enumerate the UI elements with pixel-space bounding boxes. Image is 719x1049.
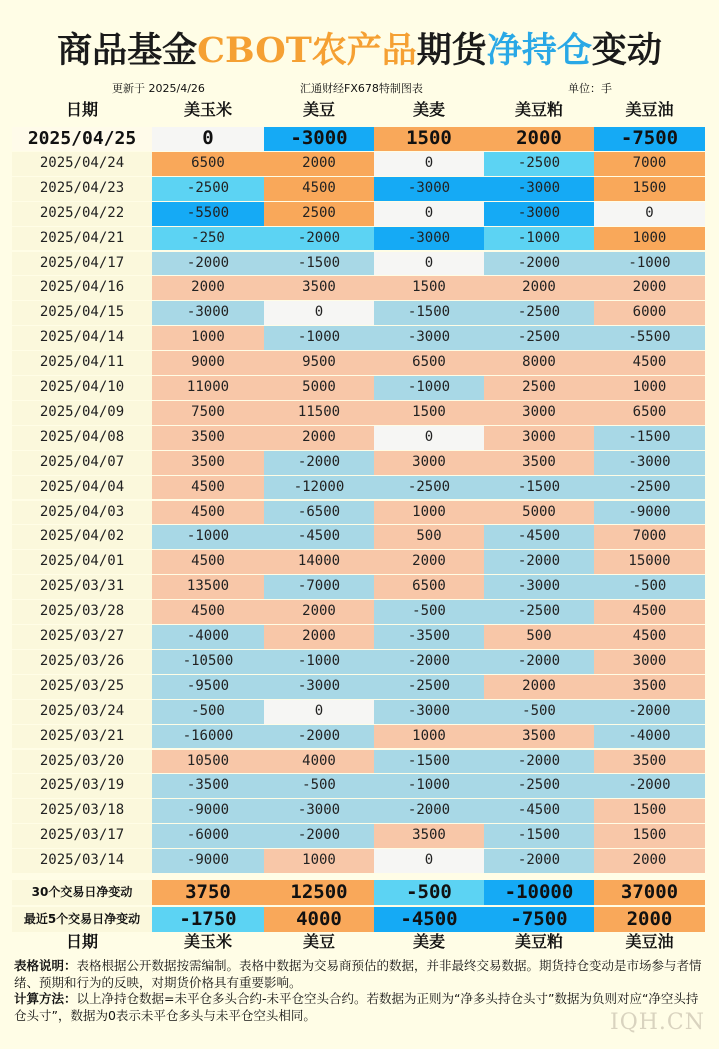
date-cell: 2025/04/22 (12, 202, 152, 226)
data-cell: 1000 (594, 227, 705, 251)
footer-header-col-4: 美豆油 (625, 932, 674, 951)
date-cell: 2025/03/18 (12, 799, 152, 823)
data-cell: -2500 (374, 675, 484, 699)
data-cell: 11000 (152, 376, 264, 400)
date-cell: 2025/03/19 (12, 774, 152, 798)
data-cell: 4500 (594, 351, 705, 375)
data-cell: -3500 (374, 625, 484, 649)
data-cell: -2000 (484, 849, 594, 873)
data-cell: 2000 (594, 849, 705, 873)
data-cell: 6500 (374, 351, 484, 375)
footer-header-col-1: 美豆 (302, 932, 335, 951)
data-cell: 1000 (152, 326, 264, 350)
header-col-3: 美豆粕 (514, 100, 563, 119)
data-cell: 3500 (152, 451, 264, 475)
data-cell: -9500 (152, 675, 264, 699)
footer-header-col-2: 美麦 (412, 932, 445, 951)
table-notes (14, 958, 704, 1024)
data-cell: 9500 (264, 351, 374, 375)
data-cell: -2000 (264, 451, 374, 475)
data-cell: 2000 (484, 276, 594, 300)
date-cell: 2025/03/17 (12, 824, 152, 848)
data-cell: 6000 (594, 301, 705, 325)
date-cell: 2025/03/20 (12, 750, 152, 774)
data-cell: 500 (484, 625, 594, 649)
date-cell: 2025/03/24 (12, 700, 152, 724)
data-cell: -9000 (594, 501, 705, 525)
data-cell: 2000 (264, 152, 374, 176)
date-cell: 2025/03/21 (12, 725, 152, 749)
data-cell: 3000 (484, 426, 594, 450)
data-cell: -1500 (374, 301, 484, 325)
date-cell: 2025/04/11 (12, 351, 152, 375)
notes-label-2: 计算方法： (14, 991, 77, 1006)
data-cell: -3500 (152, 774, 264, 798)
data-cell: -1000 (264, 326, 374, 350)
data-cell: 1000 (594, 376, 705, 400)
data-cell: 2000 (264, 625, 374, 649)
data-cell: 0 (374, 252, 484, 276)
data-cell: 0 (594, 202, 705, 226)
data-cell: -2000 (264, 824, 374, 848)
data-cell: -2000 (484, 550, 594, 574)
notes-label-1: 表格说明： (14, 958, 77, 973)
data-cell: -2000 (264, 227, 374, 251)
data-cell: -1000 (152, 525, 264, 549)
data-cell: 2000 (152, 276, 264, 300)
data-cell: 2000 (264, 600, 374, 624)
data-cell: 0 (264, 700, 374, 724)
date-cell: 2025/04/15 (12, 301, 152, 325)
header-col-2: 美麦 (412, 100, 445, 119)
data-cell: 1000 (264, 849, 374, 873)
data-cell: -2500 (374, 476, 484, 500)
summary-cell: -1750 (152, 907, 264, 932)
date-cell: 2025/04/10 (12, 376, 152, 400)
data-cell: -4000 (594, 725, 705, 749)
data-cell: -2500 (484, 301, 594, 325)
date-cell: 2025/04/01 (12, 550, 152, 574)
data-cell: -2500 (152, 177, 264, 201)
date-cell: 2025/03/14 (12, 849, 152, 873)
data-cell: -1500 (264, 252, 374, 276)
data-cell: 1500 (374, 127, 484, 151)
data-cell: -7500 (594, 127, 705, 151)
footer-header-col-3: 美豆粕 (514, 932, 563, 951)
date-cell: 2025/04/02 (12, 525, 152, 549)
date-cell: 2025/03/25 (12, 675, 152, 699)
date-cell: 2025/04/14 (12, 326, 152, 350)
notes-text-1: 表格根据公开数据按需编制。表格中数据为交易商预估的数据，并非最终交易数据。期货持仓变动是市场参与者情绪、预期和行为的反映，对期货价格具有重要影响。 (14, 958, 702, 990)
data-cell: 3000 (484, 401, 594, 425)
data-cell: 3500 (594, 675, 705, 699)
summary-label: 最近5个交易日净变动 (12, 907, 152, 932)
date-cell: 2025/04/04 (12, 476, 152, 500)
notes-text-2: 以上净持仓数据=未平仓多头合约-未平仓空头合约。若数据为正则为“净多头持仓头寸”数据为负则对应“净空头持仓头寸”，数据为0表示未平仓多头与未平仓空头相同。 (14, 991, 699, 1023)
data-cell: 1500 (594, 177, 705, 201)
data-cell: 11500 (264, 401, 374, 425)
data-cell: -2500 (594, 476, 705, 500)
data-cell: -2000 (484, 750, 594, 774)
data-cell: 4500 (594, 625, 705, 649)
data-cell: 3500 (374, 824, 484, 848)
data-cell: -2000 (374, 650, 484, 674)
data-cell: 2500 (264, 202, 374, 226)
data-cell: -3000 (264, 675, 374, 699)
date-cell: 2025/03/26 (12, 650, 152, 674)
data-cell: 3500 (152, 426, 264, 450)
data-cell: 6500 (152, 152, 264, 176)
date-cell: 2025/03/27 (12, 625, 152, 649)
data-cell: 3000 (374, 451, 484, 475)
date-cell: 2025/04/17 (12, 252, 152, 276)
data-cell: -2000 (264, 725, 374, 749)
data-cell: -6000 (152, 824, 264, 848)
data-cell: 2500 (484, 376, 594, 400)
data-cell: 0 (374, 152, 484, 176)
header-col-4: 美豆油 (625, 100, 674, 119)
data-cell: -500 (264, 774, 374, 798)
data-cell: -2000 (594, 700, 705, 724)
data-cell: 4500 (152, 501, 264, 525)
data-cell: 0 (374, 202, 484, 226)
date-cell: 2025/03/31 (12, 575, 152, 599)
data-cell: -3000 (374, 700, 484, 724)
data-cell: -1000 (374, 376, 484, 400)
data-cell: 14000 (264, 550, 374, 574)
data-cell: -3000 (484, 202, 594, 226)
data-cell: -4500 (264, 525, 374, 549)
summary-cell: 4000 (264, 907, 374, 932)
data-cell: 4500 (152, 600, 264, 624)
data-cell: -3000 (152, 301, 264, 325)
data-cell: -9000 (152, 799, 264, 823)
data-cell: -2000 (484, 252, 594, 276)
data-cell: 10500 (152, 750, 264, 774)
data-cell: 9000 (152, 351, 264, 375)
data-cell: 4500 (152, 550, 264, 574)
data-cell: 3500 (484, 725, 594, 749)
data-cell: 5000 (264, 376, 374, 400)
data-cell: -6500 (264, 501, 374, 525)
data-cell: 2000 (374, 550, 484, 574)
data-cell: 3500 (594, 750, 705, 774)
data-cell: -3000 (374, 227, 484, 251)
summary-cell: 12500 (264, 880, 374, 905)
summary-cell: -10000 (484, 880, 594, 905)
update-date: 更新于 2025/4/26 (112, 82, 205, 95)
data-cell: 1000 (374, 501, 484, 525)
data-cell: -5500 (152, 202, 264, 226)
data-cell: 500 (374, 525, 484, 549)
data-cell: 2000 (484, 127, 594, 151)
data-cell: -1500 (594, 426, 705, 450)
data-cell: 15000 (594, 550, 705, 574)
data-cell: -500 (374, 600, 484, 624)
data-cell: 4500 (594, 600, 705, 624)
summary-cell: 3750 (152, 880, 264, 905)
data-cell: 0 (374, 426, 484, 450)
data-cell: -5500 (594, 326, 705, 350)
data-cell: 13500 (152, 575, 264, 599)
date-cell: 2025/04/23 (12, 177, 152, 201)
data-cell: 1500 (594, 824, 705, 848)
data-cell: 7000 (594, 525, 705, 549)
data-cell: 3000 (594, 650, 705, 674)
data-cell: -500 (594, 575, 705, 599)
unit-label: 单位：手 (568, 82, 612, 95)
data-cell: -500 (152, 700, 264, 724)
data-cell: 6500 (374, 575, 484, 599)
summary-cell: -500 (374, 880, 484, 905)
data-cell: 2000 (484, 675, 594, 699)
data-cell: 1000 (374, 725, 484, 749)
header-col-0: 美玉米 (183, 100, 232, 119)
data-cell: 7000 (594, 152, 705, 176)
data-cell: -500 (484, 700, 594, 724)
data-cell: -9000 (152, 849, 264, 873)
footer-header-date: 日期 (65, 932, 98, 951)
data-cell: -3000 (484, 177, 594, 201)
data-cell: -2500 (484, 774, 594, 798)
data-cell: -3000 (374, 326, 484, 350)
data-cell: -2500 (484, 152, 594, 176)
data-cell: -250 (152, 227, 264, 251)
data-cell: -3000 (374, 177, 484, 201)
date-cell: 2025/04/07 (12, 451, 152, 475)
data-cell: -4500 (484, 525, 594, 549)
data-cell: -3000 (264, 799, 374, 823)
data-cell: 0 (152, 127, 264, 151)
page-title: 商品基金CBOT农产品期货净持仓变动 (57, 30, 662, 71)
data-cell: -2500 (484, 600, 594, 624)
data-cell: 8000 (484, 351, 594, 375)
summary-cell: -7500 (484, 907, 594, 932)
date-cell: 2025/04/03 (12, 501, 152, 525)
date-cell: 2025/04/25 (12, 127, 152, 151)
data-cell: -4500 (484, 799, 594, 823)
data-cell: -1000 (484, 227, 594, 251)
data-cell: -3000 (264, 127, 374, 151)
data-cell: -12000 (264, 476, 374, 500)
data-cell: 3500 (264, 276, 374, 300)
data-cell: -2000 (152, 252, 264, 276)
data-cell: -3000 (484, 575, 594, 599)
data-cell: -1500 (484, 476, 594, 500)
date-cell: 2025/04/09 (12, 401, 152, 425)
data-cell: 6500 (594, 401, 705, 425)
date-cell: 2025/04/08 (12, 426, 152, 450)
date-cell: 2025/04/21 (12, 227, 152, 251)
header-date: 日期 (65, 100, 98, 119)
summary-cell: 2000 (594, 907, 705, 932)
data-cell: -4000 (152, 625, 264, 649)
header-col-1: 美豆 (302, 100, 335, 119)
data-cell: -1500 (484, 824, 594, 848)
summary-cell: -4500 (374, 907, 484, 932)
data-cell: 1500 (374, 276, 484, 300)
data-cell: -1500 (374, 750, 484, 774)
data-cell: 1500 (594, 799, 705, 823)
data-cell: -2000 (374, 799, 484, 823)
source-label: 汇通财经FX678特制图表 (300, 82, 423, 95)
data-cell: -16000 (152, 725, 264, 749)
summary-cell: 37000 (594, 880, 705, 905)
data-cell: -7000 (264, 575, 374, 599)
data-cell: -2000 (484, 650, 594, 674)
data-cell: 2000 (264, 426, 374, 450)
data-cell: 0 (264, 301, 374, 325)
data-cell: -3000 (594, 451, 705, 475)
data-cell: 5000 (484, 501, 594, 525)
footer-header-col-0: 美玉米 (183, 932, 232, 951)
data-cell: 7500 (152, 401, 264, 425)
data-cell: 2000 (594, 276, 705, 300)
date-cell: 2025/04/24 (12, 152, 152, 176)
data-cell: 4500 (264, 177, 374, 201)
data-cell: 3500 (484, 451, 594, 475)
summary-label: 30个交易日净变动 (12, 880, 152, 905)
data-cell: -2500 (484, 326, 594, 350)
date-cell: 2025/04/16 (12, 276, 152, 300)
data-cell: 0 (374, 849, 484, 873)
data-cell: -1000 (374, 774, 484, 798)
data-cell: -1000 (594, 252, 705, 276)
data-cell: -2000 (594, 774, 705, 798)
data-cell: -10500 (152, 650, 264, 674)
data-cell: 1500 (374, 401, 484, 425)
data-cell: -1000 (264, 650, 374, 674)
data-cell: 4000 (264, 750, 374, 774)
data-cell: 4500 (152, 476, 264, 500)
watermark: IQH.CN (610, 1010, 705, 1035)
date-cell: 2025/03/28 (12, 600, 152, 624)
